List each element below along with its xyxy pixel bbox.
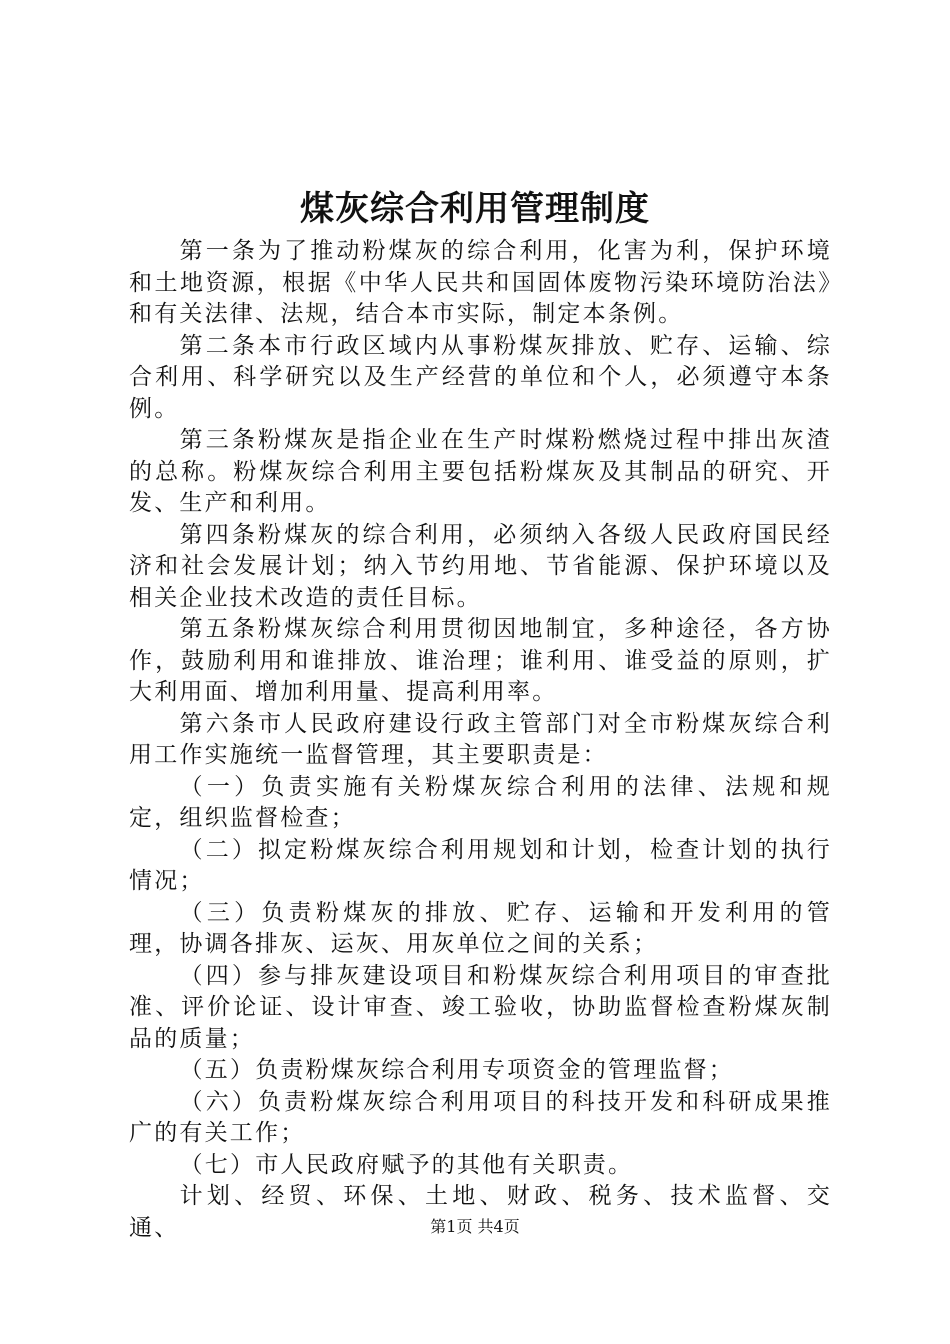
document-title: 煤灰综合利用管理制度 [300, 189, 650, 229]
paragraph-duty-1: （一）负责实施有关粉煤灰综合利用的法律、法规和规定，组织监督检查； [129, 773, 832, 831]
paragraph-duty-5: （五）负责粉煤灰综合利用专项资金的管理监督； [179, 1057, 734, 1083]
paragraph-article-5: 第五条粉煤灰综合利用贯彻因地制宜，多种途径，各方协作，鼓励利用和谁排放、谁治理；谁利用、谁受益的原则，扩大利用面、增加利用量、提高利用率。 [129, 616, 832, 705]
paragraph-article-1: 第一条为了推动粉煤灰的综合利用，化害为利，保护环境和土地资源，根据《中华人民共和国固体废物污染环境防治法》和有关法律、法规，结合本市实际，制定本条例。 [129, 238, 832, 327]
paragraph-duty-4: （四）参与排灰建设项目和粉煤灰综合利用项目的审查批准、评价论证、设计审查、竣工验收，协助监督检查粉煤灰制品的质量； [129, 962, 832, 1052]
paragraph-duty-6: （六）负责粉煤灰综合利用项目的科技开发和科研成果推广的有关工作； [129, 1088, 832, 1146]
paragraph-article-2: 第二条本市行政区域内从事粉煤灰排放、贮存、运输、综合利用、科学研究以及生产经营的单位和个人，必须遵守本条例。 [129, 332, 832, 422]
paragraph-duty-2: （二）拟定粉煤灰综合利用规划和计划，检查计划的执行情况； [129, 836, 832, 894]
document-body [129, 236, 832, 1244]
paragraph-duty-3: （三）负责粉煤灰的排放、贮存、运输和开发利用的管理，协调各排灰、运灰、用灰单位之间的关系； [129, 899, 832, 957]
paragraph-continuation: 计划、经贸、环保、土地、财政、税务、技术监督、交通、 [129, 1183, 832, 1241]
page-footer: 第1页 共4页 [430, 1217, 520, 1236]
paragraph-article-6: 第六条市人民政府建设行政主管部门对全市粉煤灰综合利用工作实施统一监督管理，其主要职责是： [129, 710, 832, 768]
paragraph-article-4: 第四条粉煤灰的综合利用，必须纳入各级人民政府国民经济和社会发展计划；纳入节约用地、节省能源、保护环境以及相关企业技术改造的责任目标。 [129, 521, 832, 611]
paragraph-article-3: 第三条粉煤灰是指企业在生产时煤粉燃烧过程中排出灰渣的总称。粉煤灰综合利用主要包括粉煤灰及其制品的研究、开发、生产和利用。 [129, 427, 832, 516]
paragraph-duty-7: （七）市人民政府赋予的其他有关职责。 [179, 1151, 634, 1178]
